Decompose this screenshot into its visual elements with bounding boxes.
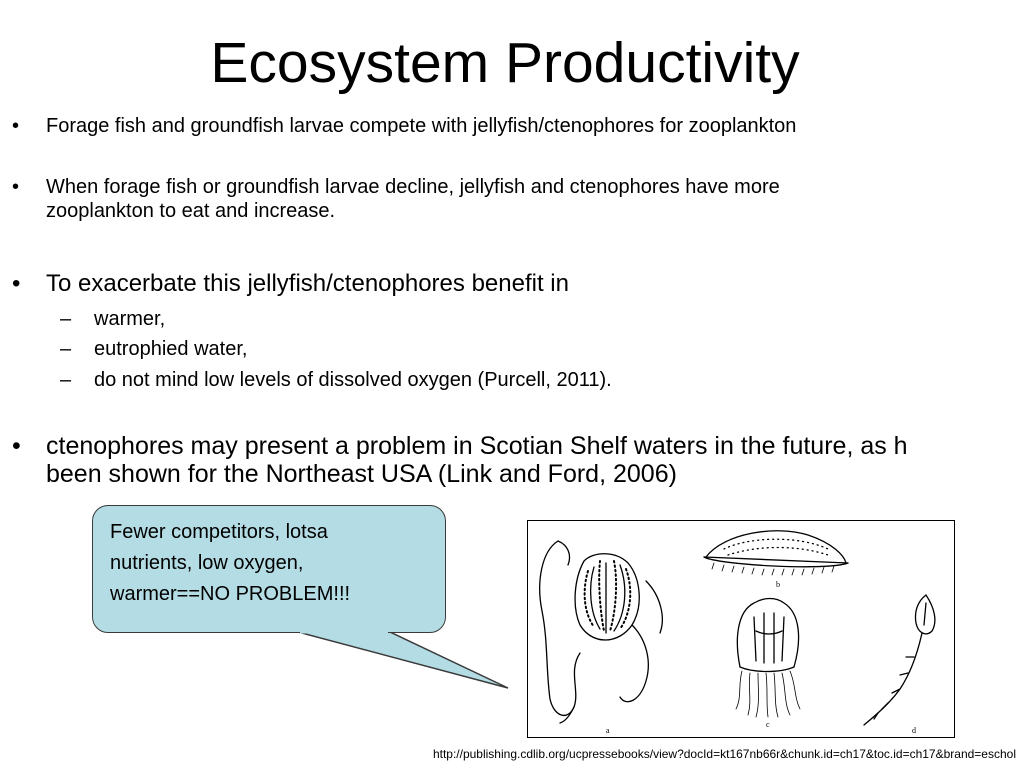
jellyfish-illustration bbox=[527, 520, 955, 738]
medusa-b-fringe bbox=[712, 563, 834, 575]
callout-text bbox=[110, 517, 440, 610]
jellyfish-d-drawing bbox=[864, 595, 935, 725]
sub-bullet-oxygen bbox=[60, 368, 612, 392]
bullet-2 bbox=[0, 175, 780, 223]
callout-line-2: nutrients, low oxygen, bbox=[110, 552, 304, 574]
bullet-4 bbox=[0, 432, 1024, 488]
dash-marker: – bbox=[60, 338, 72, 360]
bullet-3 bbox=[0, 270, 569, 298]
ctenophore-a-drawing bbox=[540, 541, 663, 723]
callout-line-3: warmer==NO PROBLEM!!! bbox=[110, 583, 351, 605]
bullet-2-text bbox=[46, 175, 780, 223]
sub-bullet-text: warmer, bbox=[94, 308, 166, 330]
sub-bullet-warmer bbox=[60, 307, 165, 331]
label-a: a bbox=[606, 726, 610, 735]
label-b: b bbox=[776, 580, 780, 589]
bullet-marker: • bbox=[12, 115, 20, 137]
bullet-2-line-1: When forage fish or groundfish larvae decline, jellyfish and ctenophores have more bbox=[46, 176, 780, 198]
dash-marker: – bbox=[60, 369, 72, 391]
jellyfish-c-drawing bbox=[737, 599, 798, 672]
bullet-2-line-2: zooplankton to eat and increase. bbox=[46, 200, 336, 222]
callout-tail-shape bbox=[298, 632, 508, 688]
jellyfish-c-tentacles bbox=[736, 671, 800, 717]
jellyfish-drawing bbox=[528, 521, 956, 739]
sub-bullet-text: do not mind low levels of dissolved oxygen (Purcell, 2011). bbox=[94, 369, 612, 391]
slide-title: Ecosystem Productivity bbox=[210, 31, 800, 95]
bullet-marker: • bbox=[12, 176, 20, 198]
sub-bullet-eutrophied bbox=[60, 337, 247, 361]
dash-marker: – bbox=[60, 308, 72, 330]
bullet-4-text bbox=[46, 432, 908, 488]
bullet-marker: • bbox=[12, 432, 21, 460]
bullet-1 bbox=[0, 114, 796, 138]
callout-line-1: Fewer competitors, lotsa bbox=[110, 521, 328, 543]
label-d: d bbox=[912, 726, 916, 735]
figure-labels bbox=[606, 580, 916, 735]
bullet-marker: • bbox=[12, 270, 21, 297]
label-c: c bbox=[766, 720, 770, 729]
bullet-4-line-1: ctenophores may present a problem in Scotian Shelf waters in the future, as h bbox=[46, 432, 908, 460]
sub-bullet-text: eutrophied water, bbox=[94, 338, 248, 360]
bullet-3-text: To exacerbate this jellyfish/ctenophores benefit in bbox=[46, 270, 569, 297]
source-url: http://publishing.cdlib.org/ucpressebooks/view?docId=kt167nb66r&chunk.id=ch17&toc.id=ch17&brand=eschol bbox=[432, 747, 1016, 761]
ctenophore-a-comb-rows bbox=[585, 561, 631, 631]
medusa-b-stipple bbox=[724, 539, 828, 555]
bullet-1-text: Forage fish and groundfish larvae compete with jellyfish/ctenophores for zooplankton bbox=[46, 115, 797, 137]
bullet-4-line-2: been shown for the Northeast USA (Link and Ford, 2006) bbox=[46, 460, 677, 488]
